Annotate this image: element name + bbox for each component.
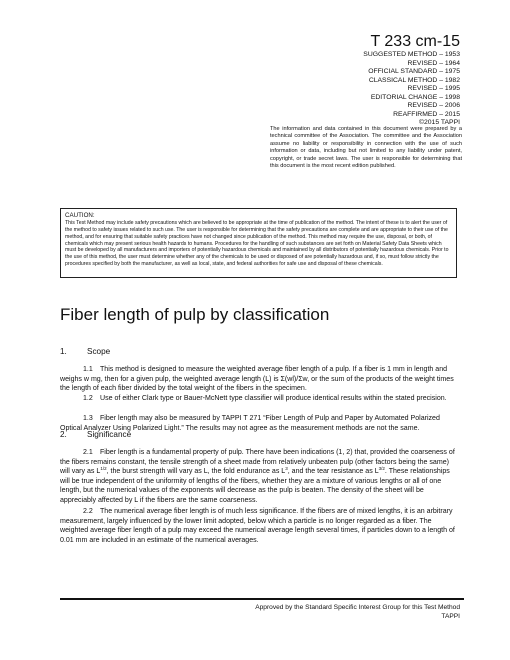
revision-history xyxy=(240,51,460,128)
paragraph-number: 2.2 xyxy=(83,508,93,515)
footer xyxy=(255,604,460,621)
paragraph-2-1 xyxy=(60,448,457,506)
paragraph-number: 1.1 xyxy=(83,366,93,373)
exponent: 3 xyxy=(285,466,288,472)
footer-organization: TAPPI xyxy=(441,612,460,620)
caution-title: CAUTION: xyxy=(65,212,95,219)
paragraph-text: Use of either Clark type or Bauer-McNett type classifier will produce identical results within the stated precision. xyxy=(100,395,447,402)
section-number: 1. xyxy=(60,347,67,356)
section-title: Scope xyxy=(87,347,111,356)
document-number: T 233 cm-15 xyxy=(370,33,460,50)
copyright-line: ©2015 TAPPI xyxy=(418,119,460,126)
paragraph-text: , and the tear resistance as L xyxy=(287,468,379,476)
document-title: Fiber length of pulp by classification xyxy=(60,305,330,324)
paragraph-number: 2.1 xyxy=(83,449,93,456)
paragraph-text: The numerical average fiber length is of much less significance. If the fibers are of mixed lengths, it is an arbitrary measurement, largely influenced by the lower limit adopted, below which a particle is no longer regarded as a fiber. The weighted average fiber length of a pulp may exceed the numerical average length several times, if particles down to a length of 0.01 mm are included in an estimate of the numerical averages. xyxy=(60,508,455,544)
paragraph-number: 1.2 xyxy=(83,395,93,402)
paragraph-text: Fiber length may also be measured by TAPPI T 271 “Fiber Length of Pulp and Paper by Automated Polarized Optical Analyzer Using Polarized Light.” The results may not agree as the measurement methods are not the same. xyxy=(60,415,440,432)
exponent: 1/2 xyxy=(100,466,107,472)
paragraph-number: 1.3 xyxy=(83,415,93,422)
section-heading-significance xyxy=(60,429,131,440)
section-number: 2. xyxy=(60,430,67,439)
caution-text: This Test Method may include safety precautions which are believed to be appropriate at the time of publication of the method. The intent of these is to alert the user of the method to safety issues related to such use. The user is responsible for determining that the safety precautions are complete and are appropriate to their use of the method, and for ensuring that suitable safety practices have not changed since publication of the method. This method may require the use, disposal, or both, of chemicals which may present serious health hazards to humans. Procedures for the handling of such substances are set forth on Material Safety Data Sheets which must be developed by all manufacturers and importers of potentially hazardous chemicals and maintained by all distributors of potentially hazardous chemicals. Prior to the use of this method, the user must determine whether any of the chemicals to be used or disposed of are potentially hazardous and, if so, must follow strictly the procedures specified by both the manufacturer, as well as local, state, and federal authorities for safe use and disposal of these chemicals. xyxy=(65,220,449,268)
history-line: SUGGESTED METHOD – 1953 xyxy=(363,51,460,58)
liability-disclaimer: The information and data contained in this document were prepared by a technical committee of the Association. The committee and the Association assume no liability or responsibility in connection with the use of such information or data, including but not limited to any liability under patent, copyright, or trade secret laws. The user is responsible for determining that this document is the most recent edition published. xyxy=(270,126,462,170)
approval-statement: Approved by the Standard Specific Interest Group for this Test Method xyxy=(255,604,460,611)
paragraph-text: . These relationships will be true independent of the uniformity of lengths of the fibers, whether they are a mixture of various lengths or all of one length, but the numerical values of the exponents will decrease as the pulp is beaten. The density of the sheet will be appreciably affected by L if the fibers are the same coarseness. xyxy=(60,468,450,504)
history-line: REVISED – 1964 xyxy=(407,59,460,67)
footer-divider xyxy=(60,598,464,600)
paragraph-1-2 xyxy=(60,394,457,404)
exponent: 3/2 xyxy=(378,466,385,472)
history-line: OFFICIAL STANDARD – 1975 xyxy=(368,68,460,75)
paragraph-text: , the burst strength will vary as L, the fold endurance as L xyxy=(106,468,286,476)
history-line: REAFFIRMED – 2015 xyxy=(393,110,460,118)
history-line: REVISED – 2006 xyxy=(407,102,460,109)
section-heading-scope xyxy=(60,346,110,357)
history-line: REVISED – 1995 xyxy=(407,85,460,92)
paragraph-2-2 xyxy=(60,507,457,545)
history-line: EDITORIAL CHANGE – 1998 xyxy=(370,93,460,101)
paragraph-1-1 xyxy=(60,365,457,394)
paragraph-text: This method is designed to measure the weighted average fiber length of a pulp. If a fiber is 1 mm in length and weighs w mg, then for a given pulp, the weighted average length (L) is Σ(wl)/Σw, or the sum of the products of the weight times the length of each fiber divided by the total weight of the fibers in the specimen. xyxy=(60,366,454,393)
caution-box xyxy=(60,208,457,278)
paragraph-text: Fiber length is a fundamental property of pulp. There have been indications (1, 2) that, provided the coarseness of the fibers remains constant, the tensile strength of a sheet made from relatively unbeaten pulp (other factors being the same) will vary as L xyxy=(60,449,455,476)
history-line: CLASSICAL METHOD – 1982 xyxy=(368,76,460,84)
section-title: Significance xyxy=(87,430,132,439)
